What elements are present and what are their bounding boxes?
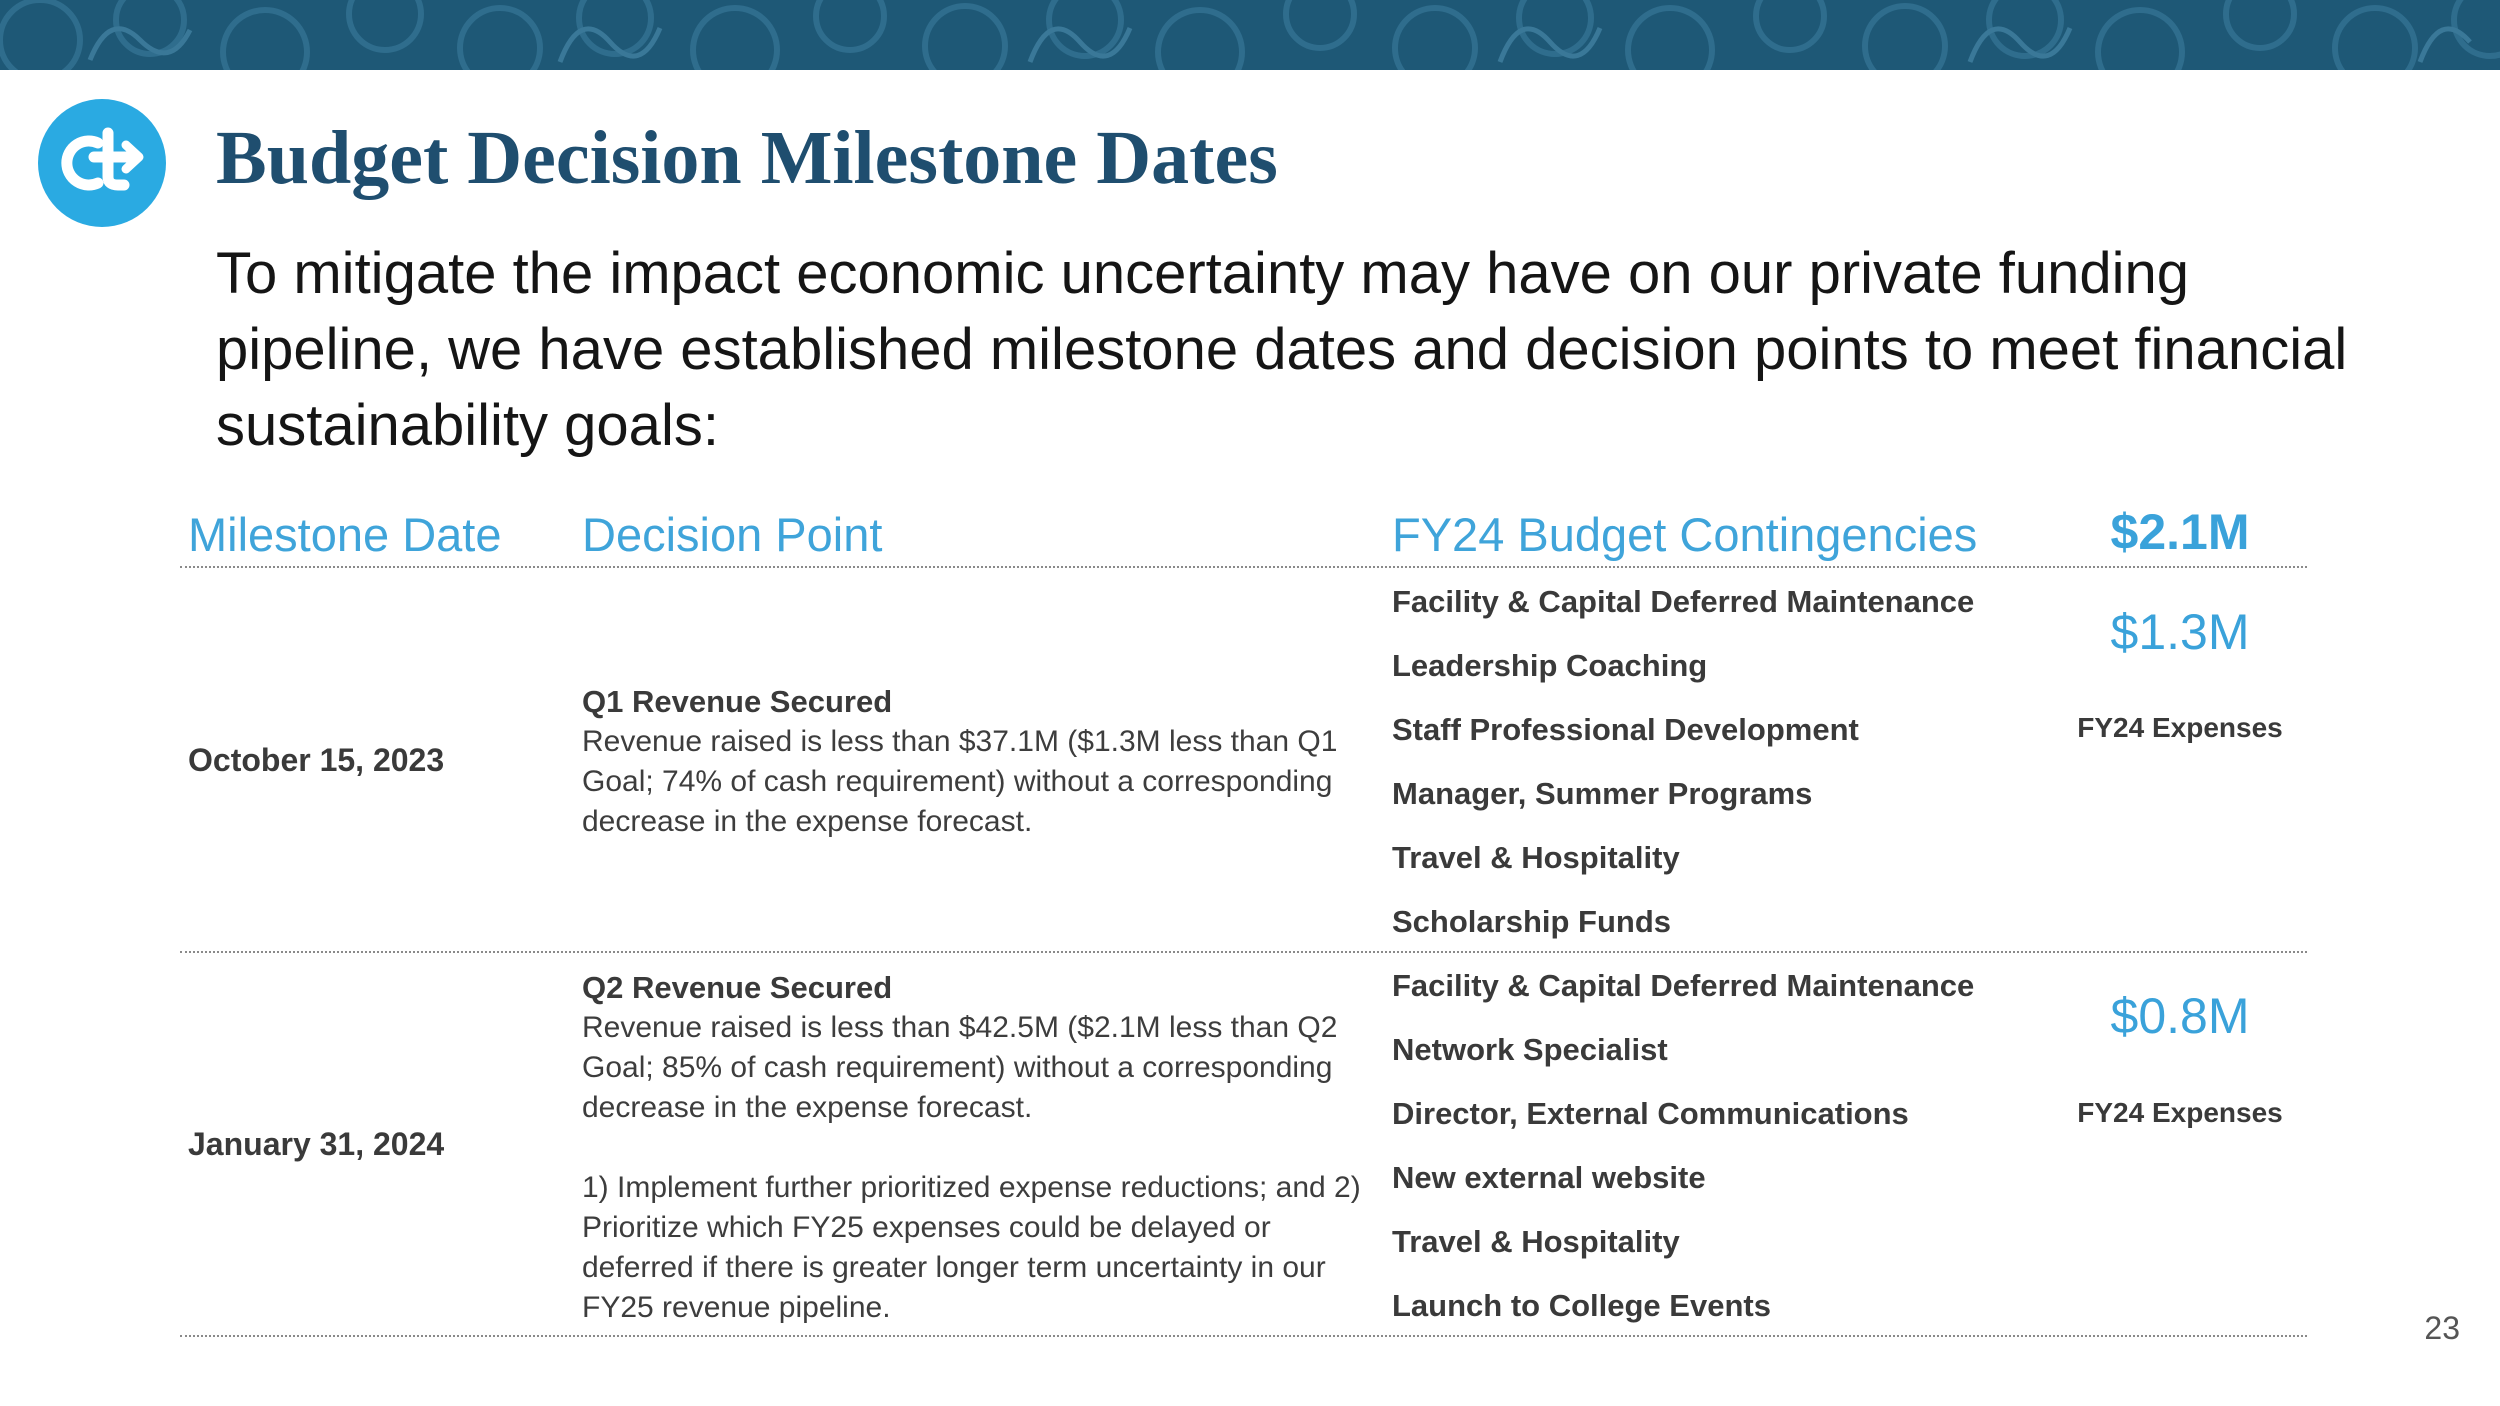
list-item: New external website xyxy=(1392,1160,1706,1195)
decision-title: Q1 Revenue Secured xyxy=(582,684,893,719)
list-item: Director, External Communications xyxy=(1392,1096,1909,1131)
header-budget-contingencies: FY24 Budget Contingencies xyxy=(1392,508,1978,561)
page-number: 23 xyxy=(2424,1310,2460,1346)
table-divider xyxy=(180,566,2307,568)
list-item: Travel & Hospitality xyxy=(1392,840,1680,875)
list-item: Facility & Capital Deferred Maintenance xyxy=(1392,968,1975,1003)
banner-pattern-icon xyxy=(0,0,2500,70)
list-item: Manager, Summer Programs xyxy=(1392,776,1813,811)
decision-text: Revenue raised is less than $42.5M ($2.1M less than Q2 Goal; 85% of cash requirement) without a corresponding decrease in the expense forecast. xyxy=(582,1011,1338,1124)
milestone-date: October 15, 2023 xyxy=(188,742,445,778)
milestone-date: January 31, 2024 xyxy=(188,1126,445,1162)
amount-label: FY24 Expenses xyxy=(2077,1097,2283,1128)
contingency-amount: $1.3M xyxy=(2110,604,2250,660)
contingency-amount: $0.8M xyxy=(2110,988,2250,1044)
decision-title: Q2 Revenue Secured xyxy=(582,970,893,1005)
ct-arrow-logo-icon xyxy=(38,99,166,227)
table-divider xyxy=(180,1335,2307,1337)
list-item: Staff Professional Development xyxy=(1392,712,1859,747)
contingency-list xyxy=(1392,584,1974,968)
header-decision-point: Decision Point xyxy=(582,508,883,561)
amount-label: FY24 Expenses xyxy=(2077,712,2283,743)
intro-paragraph: To mitigate the impact economic uncertainty may have on our private funding pipeline, we have established milestone dates and decision points to meet financial sustainability goals: xyxy=(216,241,2348,458)
list-item: Scholarship Funds xyxy=(1392,904,1672,939)
decision-text: Revenue raised is less than $37.1M ($1.3M less than Q1 Goal; 74% of cash requirement) without a corresponding decrease in the expense forecast. xyxy=(582,725,1338,838)
list-item: Facility & Capital Deferred Maintenance xyxy=(1392,584,1975,619)
header-banner xyxy=(0,0,2500,70)
decision-point xyxy=(582,968,1382,1328)
list-item: Leadership Coaching xyxy=(1392,648,1708,683)
contingency-list xyxy=(1392,968,1974,1352)
table-divider xyxy=(180,951,2307,953)
list-item: Network Specialist xyxy=(1392,1032,1668,1067)
page-title: Budget Decision Milestone Dates xyxy=(216,116,1278,200)
decision-point xyxy=(582,682,1382,842)
header-total-amount: $2.1M xyxy=(2110,504,2250,560)
list-item: Launch to College Events xyxy=(1392,1288,1771,1323)
list-item: Travel & Hospitality xyxy=(1392,1224,1680,1259)
decision-actions: 1) Implement further prioritized expense reductions; and 2) Prioritize which FY25 expenses could be delayed or deferred if there is greater longer term uncertainty in our FY25 revenue pipeline. xyxy=(582,1171,1361,1324)
header-milestone-date: Milestone Date xyxy=(188,508,502,561)
